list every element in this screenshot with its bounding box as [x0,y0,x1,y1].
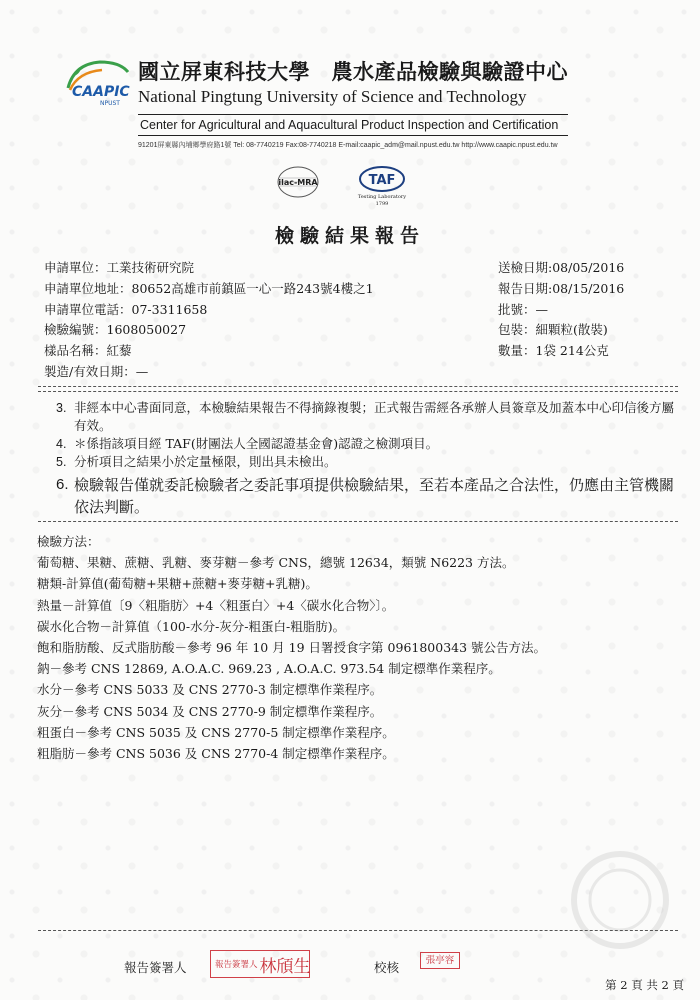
note-item: 5. 分析項目之結果小於定量極限，則出具未檢出。 [56,454,337,469]
info-sample-name: 樣品名稱：紅藜 [44,343,132,359]
checker-label: 校核 [374,960,400,975]
method-item: 粗蛋白－參考 CNS 5035 及 CNS 2770-5 制定標準作業程序。 [37,724,395,740]
divider [38,930,678,931]
svg-text:TAF: TAF [368,173,396,188]
report-title: 檢驗結果報告 [274,225,425,247]
method-item: 葡萄糖、果糖、蔗糖、乳糖、麥芽糖－參考 CNS，總號 12634，類號 N6223 方法。 [37,555,515,571]
method-item: 糖類-計算值(葡萄糖+果糖+蔗糖+麥芽糖+乳糖)。 [37,576,318,592]
notes-list [56,399,686,518]
svg-text:NPUST: NPUST [100,100,120,107]
info-report-date: 報告日期:08/15/2016 [498,280,625,296]
taf-icon [358,167,406,207]
contact-info: 91201屏東縣內埔鄉學府路1號 Tel: 08-7740219 Fax:08-7740218 E-mail:caapic_adm@mail.npust.edu.tw http://www.caapic.npust.edu.tw [138,142,558,149]
method-item: 灰分－參考 CNS 5034 及 CNS 2770-9 制定標準作業程序。 [37,703,383,719]
signer-label: 報告簽署人 [124,960,187,975]
checker-stamp: 張亭容 [420,952,460,969]
note-item: 3. 非經本中心書面同意，本檢驗結果報告不得摘錄複製；正式報告需經各承辦人員簽章及加蓋本中心印信後方屬有效。 [56,400,675,433]
svg-text:1799: 1799 [375,201,389,207]
method-item: 粗脂肪－參考 CNS 5036 及 CNS 2770-4 制定標準作業程序。 [37,745,395,761]
signer-stamp: 報告簽署人 林頎生 [210,950,310,978]
method-item: 碳水化合物－計算值（100-水分-灰分-粗蛋白-粗脂肪)。 [37,618,346,634]
sample-info [498,258,678,362]
center-title-zh: 國立屏東科技大學 農水產品檢驗與驗證中心 [138,60,568,84]
info-batch: 批號：— [498,301,549,317]
watermark-seal [520,840,690,950]
page-number: 第 2 頁 共 2 頁 [605,978,684,992]
info-applicant: 申請單位：工業技術研究院 [44,260,195,275]
method-item: 鈉－參考 CNS 12869, A.O.A.C. 969.23 , A.O.A.C. 973.54 制定標準作業程序。 [37,661,501,677]
info-address: 申請單位地址：80652高雄市前鎮區一心一路243號4樓之1 [44,280,374,296]
method-item: 水分－參考 CNS 5033 及 CNS 2770-3 制定標準作業程序。 [37,682,383,698]
ilac-mra-icon [278,167,318,197]
caapic-logo [60,58,132,108]
signature-footer [0,940,700,1000]
info-phone: 申請單位電話：07-3311658 [44,301,208,317]
method-item: 熱量－計算值〔9〈粗脂肪〉+4〈粗蛋白〉+4〈碳水化合物〉〕。 [37,597,395,613]
method-item: 飽和脂肪酸、反式脂肪酸－參考 96 年 10 月 19 日署授食字第 0961800343 號公告方法。 [37,639,547,655]
info-manufacture-date: 製造/有效日期：— [44,363,149,379]
info-quantity: 數量：1袋 214公克 [498,343,609,359]
info-submit-date: 送檢日期:08/05/2016 [498,260,625,275]
methods-section [37,532,677,765]
svg-text:Testing Laboratory: Testing Laboratory [357,194,407,200]
accreditation-badges [270,164,440,208]
note-item: 4. ＊係指該項目經 TAF(財團法人全國認證基金會)認證之檢測項目。 [56,436,439,451]
divider [38,521,678,522]
note-item: 6. 檢驗報告僅就委託檢驗者之委託事項提供檢驗結果，至若本產品之合法性，仍應由主管機關依法判斷。 [56,476,675,516]
university-title-en: National Pingtung University of Science and Technology [138,87,527,106]
info-test-number: 檢驗編號：1608050027 [44,322,187,338]
svg-text:CAAPIC: CAAPIC [72,84,130,100]
svg-text:ilac-MRA: ilac-MRA [278,178,318,187]
applicant-info [44,258,474,383]
divider [38,391,678,392]
methods-title: 檢驗方法： [37,534,100,549]
divider [38,386,678,387]
info-packaging: 包裝：細顆粒(散裝) [498,322,608,338]
center-title-en: Center for Agricultural and Aquacultural Product Inspection and Certification [138,114,568,136]
